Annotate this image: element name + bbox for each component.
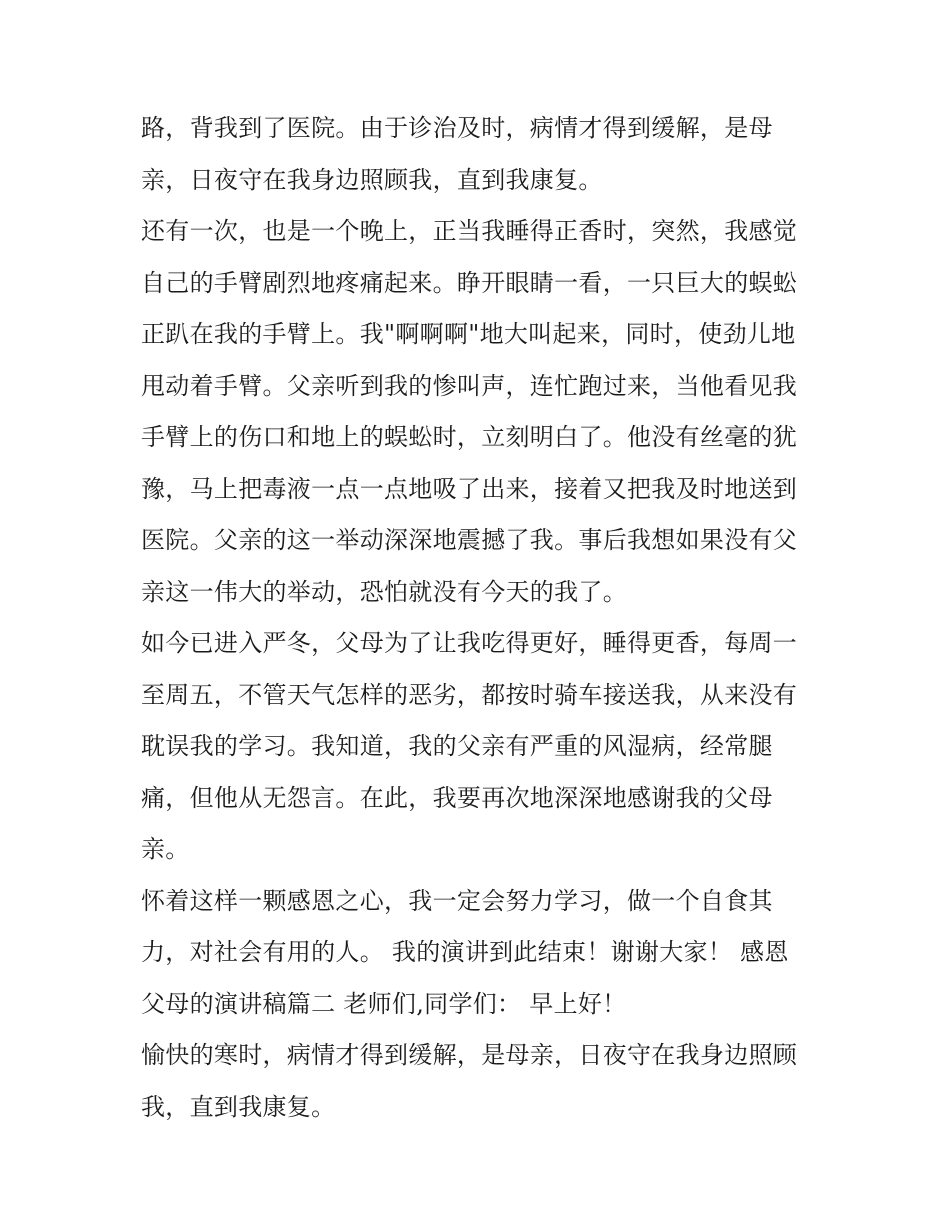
text-line: 如今已进入严冬，父母为了让我吃得更好，睡得更香，每周一 xyxy=(141,629,798,657)
text-line: 路，背我到了医院。由于诊治及时，病情才得到缓解，是母 xyxy=(141,114,773,142)
text-line: 痛，但他从无怨言。在此，我要再次地深深地感谢我的父母 xyxy=(141,783,773,812)
text-line: 还有一次，也是一个晚上，正当我睡得正香时，突然，我感觉 xyxy=(141,217,798,245)
text-line: 父母的演讲稿篇二 老师们,同学们： 早上好！ xyxy=(141,989,627,1018)
text-line: 力，对社会有用的人。 我的演讲到此结束！谢谢大家！ 感恩 xyxy=(141,938,789,966)
text-line: 亲。 xyxy=(141,835,190,863)
text-line: 甩动着手臂。父亲听到我的惨叫声，连忙跑过来，当他看见我 xyxy=(141,371,798,400)
text-line: 亲，日夜守在我身边照顾我，直到我康复。 xyxy=(141,165,603,194)
text-line: 怀着这样一颗感恩之心，我一定会努力学习，做一个自食其 xyxy=(141,886,773,915)
text-line: 豫，马上把毒液一点一点地吸了出来，接着又把我及时地送到 xyxy=(141,474,798,503)
text-line: 亲这一伟大的举动，恐怕就没有今天的我了。 xyxy=(141,577,627,606)
document-body xyxy=(141,103,821,1133)
text-line: 至周五，不管天气怎样的恶劣，都按时骑车接送我，从来没有 xyxy=(141,680,798,709)
text-line: 医院。父亲的这一举动深深地震撼了我。事后我想如果没有父 xyxy=(141,526,798,554)
text-line: 手臂上的伤口和地上的蜈蚣时，立刻明白了。他没有丝毫的犹 xyxy=(141,423,798,451)
text-line: 正趴在我的手臂上。我"啊啊啊"地大叫起来，同时，使劲儿地 xyxy=(141,320,796,348)
text-line: 我，直到我康复。 xyxy=(141,1092,336,1121)
text-line: 愉快的寒时，病情才得到缓解，是母亲，日夜守在我身边照顾 xyxy=(141,1041,798,1069)
text-line: 自己的手臂剧烈地疼痛起来。睁开眼睛一看，一只巨大的蜈蚣 xyxy=(141,268,798,297)
text-line: 耽误我的学习。我知道，我的父亲有严重的风湿病，经常腿 xyxy=(141,732,773,760)
